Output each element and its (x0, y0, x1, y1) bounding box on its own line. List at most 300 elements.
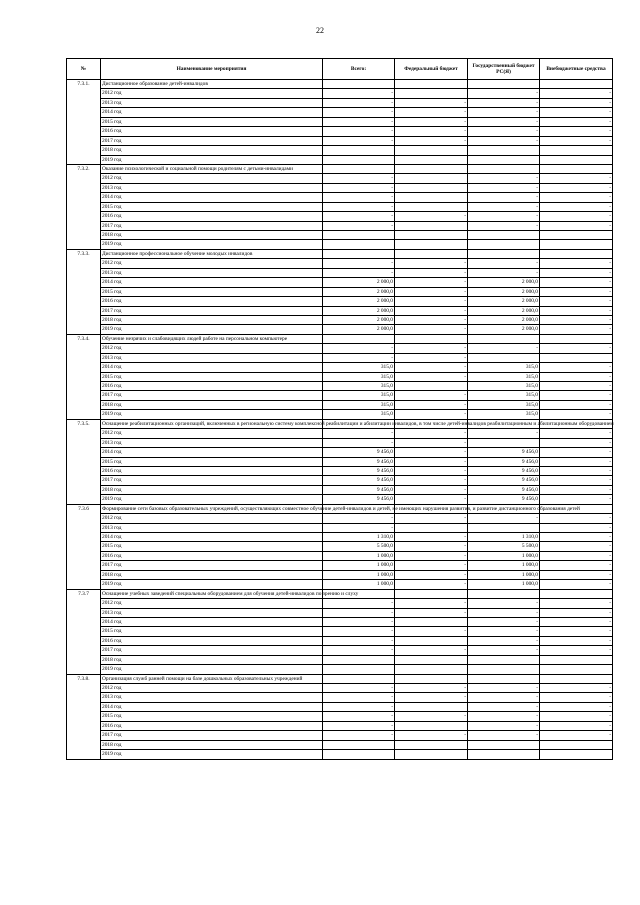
federal-value: - (395, 551, 468, 560)
empty-cell (395, 674, 468, 683)
year-label: 2014 год (101, 363, 323, 372)
empty-cell (323, 249, 395, 258)
federal-value: - (395, 476, 468, 485)
federal-value: - (395, 344, 468, 353)
regional-value: 2 000,0 (468, 306, 540, 315)
extra-value: - (540, 89, 613, 98)
extra-value: - (540, 646, 613, 655)
year-row (67, 363, 613, 372)
total-value: 1 000,0 (323, 570, 395, 579)
year-row (67, 721, 613, 730)
regional-value: - (468, 702, 540, 711)
federal-value (395, 740, 468, 749)
empty-cell (395, 80, 468, 89)
extra-value (540, 750, 613, 759)
section-title-row (67, 249, 613, 258)
regional-value: - (468, 193, 540, 202)
year-row (67, 636, 613, 645)
extra-value: - (540, 221, 613, 230)
extra-value: - (540, 325, 613, 334)
total-value: 2 000,0 (323, 325, 395, 334)
federal-value: - (395, 287, 468, 296)
year-row (67, 702, 613, 711)
federal-value: - (395, 429, 468, 438)
extra-value: - (540, 457, 613, 466)
federal-value: - (395, 98, 468, 107)
year-row (67, 740, 613, 749)
year-row (67, 476, 613, 485)
year-row (67, 580, 613, 589)
extra-value: - (540, 495, 613, 504)
year-row (67, 344, 613, 353)
year-label: 2017 год (101, 391, 323, 400)
year-row (67, 693, 613, 702)
year-label: 2016 год (101, 382, 323, 391)
regional-value: - (468, 268, 540, 277)
total-value: - (323, 627, 395, 636)
total-value: - (323, 202, 395, 211)
empty-cell (540, 334, 613, 343)
year-label: 2017 год (101, 306, 323, 315)
federal-value: - (395, 108, 468, 117)
regional-value (468, 240, 540, 249)
extra-value: - (540, 693, 613, 702)
total-value: - (323, 523, 395, 532)
regional-value: - (468, 627, 540, 636)
extra-value: - (540, 174, 613, 183)
year-label: 2012 год (101, 259, 323, 268)
extra-value: - (540, 391, 613, 400)
year-row (67, 287, 613, 296)
total-value: - (323, 183, 395, 192)
year-row (67, 466, 613, 475)
year-row (67, 136, 613, 145)
regional-value: - (468, 183, 540, 192)
total-value: - (323, 259, 395, 268)
federal-value: - (395, 731, 468, 740)
regional-value (468, 740, 540, 749)
regional-value (468, 231, 540, 240)
year-row (67, 183, 613, 192)
year-label: 2014 год (101, 193, 323, 202)
total-value: - (323, 617, 395, 626)
regional-value: - (468, 636, 540, 645)
total-value: - (323, 712, 395, 721)
section-number: 7.3.7 (67, 589, 101, 674)
year-row (67, 731, 613, 740)
regional-value: - (468, 127, 540, 136)
year-row (67, 268, 613, 277)
federal-value: - (395, 278, 468, 287)
federal-value (395, 193, 468, 202)
federal-value: - (395, 391, 468, 400)
extra-value: - (540, 400, 613, 409)
total-value: - (323, 693, 395, 702)
total-value: 315,0 (323, 410, 395, 419)
regional-value: - (468, 89, 540, 98)
section-title: Формирование сети базовых образовательных учреждений, осуществляющих совместное обучение детей-инвалидов и детей, не имеющих нарушения развития, и развитие дистанционного образования детей (102, 505, 580, 512)
extra-value: - (540, 485, 613, 494)
empty-cell (395, 334, 468, 343)
federal-value (395, 665, 468, 674)
year-row (67, 306, 613, 315)
year-row (67, 155, 613, 164)
year-row (67, 410, 613, 419)
year-row (67, 429, 613, 438)
regional-value: - (468, 514, 540, 523)
section-number: 7.3.4. (67, 334, 101, 419)
regional-value: - (468, 721, 540, 730)
extra-value (540, 240, 613, 249)
extra-value: - (540, 533, 613, 542)
year-label: 2018 год (101, 231, 323, 240)
total-value (323, 146, 395, 155)
federal-value: - (395, 212, 468, 221)
section-title-row (67, 164, 613, 173)
year-label: 2018 год (101, 570, 323, 579)
regional-value: - (468, 174, 540, 183)
empty-cell (468, 589, 540, 598)
section-title: Организация служб ранней помощи на базе дошкольных образовательных учреждений (101, 674, 323, 683)
section-title: Обучение незрячих и слабовидящих людей работе на персональном компьютере (101, 334, 323, 343)
year-label: 2012 год (101, 174, 323, 183)
regional-value: - (468, 429, 540, 438)
total-value: 9 456,0 (323, 476, 395, 485)
federal-value: - (395, 608, 468, 617)
year-label: 2019 год (101, 665, 323, 674)
extra-value: - (540, 712, 613, 721)
empty-cell (540, 164, 613, 173)
total-value: 2 000,0 (323, 315, 395, 324)
year-label: 2019 год (101, 495, 323, 504)
extra-value: - (540, 193, 613, 202)
year-row (67, 315, 613, 324)
federal-value (395, 202, 468, 211)
empty-cell (323, 334, 395, 343)
year-label: 2013 год (101, 268, 323, 277)
regional-value: - (468, 599, 540, 608)
empty-cell (540, 249, 613, 258)
year-label: 2019 год (101, 750, 323, 759)
extra-value: - (540, 438, 613, 447)
regional-value: 315,0 (468, 391, 540, 400)
regional-value (468, 665, 540, 674)
federal-value: - (395, 315, 468, 324)
federal-value: - (395, 570, 468, 579)
year-row (67, 212, 613, 221)
year-row (67, 117, 613, 126)
year-row (67, 523, 613, 532)
total-value: - (323, 89, 395, 98)
total-value: - (323, 684, 395, 693)
year-label: 2012 год (101, 344, 323, 353)
total-value (323, 231, 395, 240)
extra-value: - (540, 117, 613, 126)
extra-value: - (540, 684, 613, 693)
section-number: 7.3.6 (67, 504, 101, 589)
year-row (67, 627, 613, 636)
year-row (67, 400, 613, 409)
total-value: 315,0 (323, 382, 395, 391)
year-label: 2017 год (101, 646, 323, 655)
extra-value: - (540, 202, 613, 211)
federal-value (395, 231, 468, 240)
total-value (323, 240, 395, 249)
year-label: 2012 год (101, 429, 323, 438)
regional-value (468, 655, 540, 664)
total-value: 9 456,0 (323, 448, 395, 457)
federal-value: - (395, 599, 468, 608)
extra-value (540, 740, 613, 749)
regional-value: 2 000,0 (468, 297, 540, 306)
federal-value: - (395, 514, 468, 523)
header-num: № (67, 59, 101, 80)
federal-value: - (395, 297, 468, 306)
total-value: - (323, 438, 395, 447)
federal-value: - (395, 127, 468, 136)
total-value: 1 000,0 (323, 561, 395, 570)
section-number: 7.3.2. (67, 164, 101, 249)
extra-value: - (540, 608, 613, 617)
regional-value: - (468, 117, 540, 126)
federal-value: - (395, 485, 468, 494)
header-extra: Внебюджетные средства (540, 59, 613, 80)
total-value: 2 000,0 (323, 287, 395, 296)
federal-value (395, 155, 468, 164)
year-label: 2019 год (101, 580, 323, 589)
extra-value: - (540, 523, 613, 532)
total-value: - (323, 221, 395, 230)
extra-value: - (540, 561, 613, 570)
regional-value: - (468, 617, 540, 626)
year-label: 2012 год (101, 514, 323, 523)
year-row (67, 372, 613, 381)
section-title-row (67, 80, 613, 89)
extra-value: - (540, 259, 613, 268)
year-label: 2016 год (101, 212, 323, 221)
section-title-row (67, 674, 613, 683)
total-value: - (323, 599, 395, 608)
total-value: - (323, 646, 395, 655)
extra-value: - (540, 429, 613, 438)
extra-value: - (540, 363, 613, 372)
total-value: 315,0 (323, 400, 395, 409)
regional-value: 2 000,0 (468, 315, 540, 324)
empty-cell (540, 589, 613, 598)
extra-value: - (540, 617, 613, 626)
extra-value (540, 353, 613, 362)
section-title: Оснащение реабилитационных организаций, включенных в региональную систему комплексной реабилитации и абилитации инвалидов, в том числе детей-инвалидов реабилитационным и абилитационным оборудованием (102, 420, 614, 427)
federal-value (395, 523, 468, 532)
section-title-row (67, 334, 613, 343)
regional-value: 315,0 (468, 363, 540, 372)
year-label: 2016 год (101, 297, 323, 306)
year-row (67, 89, 613, 98)
empty-cell (323, 164, 395, 173)
year-row (67, 438, 613, 447)
empty-cell (323, 80, 395, 89)
year-label: 2013 год (101, 438, 323, 447)
year-label: 2014 год (101, 702, 323, 711)
regional-value: - (468, 136, 540, 145)
federal-value: - (395, 561, 468, 570)
extra-value: - (540, 297, 613, 306)
total-value: 315,0 (323, 391, 395, 400)
total-value: 1 000,0 (323, 580, 395, 589)
year-label: 2013 год (101, 693, 323, 702)
empty-cell (540, 674, 613, 683)
total-value: - (323, 98, 395, 107)
extra-value: - (540, 721, 613, 730)
year-row (67, 561, 613, 570)
total-value (323, 750, 395, 759)
regional-value: - (468, 684, 540, 693)
federal-value (395, 655, 468, 664)
table-header-row (67, 59, 613, 80)
federal-value: - (395, 117, 468, 126)
empty-cell (468, 249, 540, 258)
year-row (67, 570, 613, 579)
total-value (323, 655, 395, 664)
year-row (67, 599, 613, 608)
extra-value: - (540, 448, 613, 457)
section-number: 7.3.5. (67, 419, 101, 504)
year-row (67, 127, 613, 136)
federal-value: - (395, 136, 468, 145)
year-label: 2013 год (101, 183, 323, 192)
total-value: 1 310,0 (323, 533, 395, 542)
year-label: 2018 год (101, 400, 323, 409)
regional-value: 9 456,0 (468, 457, 540, 466)
federal-value: - (395, 542, 468, 551)
regional-value: 9 456,0 (468, 466, 540, 475)
total-value: 9 456,0 (323, 466, 395, 475)
year-label: 2018 год (101, 740, 323, 749)
section-title: Оснащение учебных заведений специальным оборудованием для обучения детей-инвалидов по зрению и слуху (102, 590, 359, 597)
year-row (67, 655, 613, 664)
extra-value: - (540, 287, 613, 296)
extra-value: - (540, 542, 613, 551)
page-number: 22 (316, 26, 324, 35)
year-row (67, 750, 613, 759)
total-value: - (323, 636, 395, 645)
year-row (67, 551, 613, 560)
year-label: 2017 год (101, 561, 323, 570)
total-value: - (323, 514, 395, 523)
regional-value: 2 000,0 (468, 325, 540, 334)
federal-value (395, 721, 468, 730)
year-label: 2014 год (101, 108, 323, 117)
extra-value: - (540, 731, 613, 740)
regional-value: 9 456,0 (468, 495, 540, 504)
total-value: 2 000,0 (323, 306, 395, 315)
regional-value: 1 000,0 (468, 561, 540, 570)
federal-value (395, 636, 468, 645)
year-label: 2019 год (101, 240, 323, 249)
empty-cell (395, 589, 468, 598)
year-row (67, 278, 613, 287)
total-value (323, 740, 395, 749)
federal-value: - (395, 495, 468, 504)
total-value (323, 155, 395, 164)
federal-value: - (395, 533, 468, 542)
regional-value: - (468, 646, 540, 655)
year-label: 2017 год (101, 221, 323, 230)
federal-value: - (395, 259, 468, 268)
empty-cell (323, 674, 395, 683)
year-label: 2014 год (101, 278, 323, 287)
header-regional: Государственный бюджет РС(Я) (468, 59, 540, 80)
total-value: - (323, 721, 395, 730)
year-label: 2015 год (101, 457, 323, 466)
year-label: 2019 год (101, 155, 323, 164)
extra-value (540, 146, 613, 155)
budget-table (66, 58, 613, 760)
federal-value (395, 702, 468, 711)
federal-value: - (395, 466, 468, 475)
empty-cell (468, 334, 540, 343)
total-value: - (323, 174, 395, 183)
federal-value (395, 221, 468, 230)
year-row (67, 514, 613, 523)
federal-value (395, 382, 468, 391)
year-label: 2015 год (101, 372, 323, 381)
year-label: 2015 год (101, 712, 323, 721)
regional-value: - (468, 98, 540, 107)
section-title-row (67, 589, 613, 598)
regional-value (468, 750, 540, 759)
year-label: 2013 год (101, 98, 323, 107)
federal-value: - (395, 712, 468, 721)
extra-value (540, 155, 613, 164)
year-label: 2013 год (101, 608, 323, 617)
regional-value: - (468, 212, 540, 221)
federal-value: - (395, 580, 468, 589)
year-label: 2015 год (101, 627, 323, 636)
year-row (67, 193, 613, 202)
extra-value: - (540, 278, 613, 287)
year-label: 2012 год (101, 89, 323, 98)
year-row (67, 391, 613, 400)
empty-cell (468, 164, 540, 173)
federal-value (395, 174, 468, 183)
federal-value (395, 183, 468, 192)
extra-value: - (540, 212, 613, 221)
federal-value: - (395, 325, 468, 334)
regional-value: - (468, 108, 540, 117)
year-label: 2014 год (101, 533, 323, 542)
federal-value: - (395, 684, 468, 693)
year-label: 2014 год (101, 448, 323, 457)
empty-cell (468, 80, 540, 89)
federal-value: - (395, 438, 468, 447)
federal-value: - (395, 410, 468, 419)
year-row (67, 108, 613, 117)
extra-value: - (540, 580, 613, 589)
regional-value: 2 000,0 (468, 278, 540, 287)
year-row (67, 353, 613, 362)
regional-value: 9 456,0 (468, 485, 540, 494)
extra-value: - (540, 570, 613, 579)
regional-value: 2 000,0 (468, 287, 540, 296)
federal-value (395, 146, 468, 155)
year-label: 2018 год (101, 146, 323, 155)
year-label: 2016 год (101, 466, 323, 475)
extra-value: - (540, 551, 613, 560)
federal-value: - (395, 448, 468, 457)
regional-value: 315,0 (468, 400, 540, 409)
extra-value: - (540, 344, 613, 353)
